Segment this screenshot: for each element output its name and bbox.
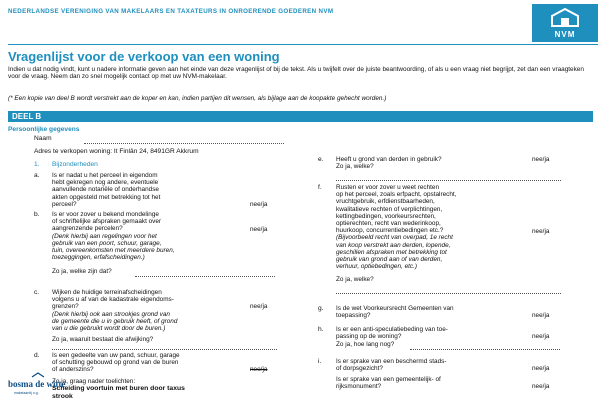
question-d-text: Is een gedeelte van uw pand, schuur, garage of schutting gebouwd op grond van de buren of anderszins?	[52, 352, 180, 374]
section-number: 1.	[34, 161, 40, 168]
document-header	[0, 0, 600, 44]
header-rule	[8, 44, 598, 45]
question-d-handwritten: Scheiding voortuin met buren door taxus strook	[52, 385, 185, 400]
page-title: Vragenlijst voor de verkoop van een woning	[8, 49, 280, 64]
house-roof-icon	[8, 372, 68, 378]
question-e-letter: e.	[318, 156, 324, 163]
question-i-extra-text: Is er sprake van een gemeentelijk- of rijksmonument?	[336, 376, 441, 391]
association-name: NEDERLANDSE VERENIGING VAN MAKELAARS EN TAXATEURS IN ONROERENDE GOEDEREN NVM	[8, 8, 334, 15]
personal-heading: Persoonlijke gegevens	[8, 126, 80, 133]
question-a-letter: a.	[34, 172, 40, 179]
question-c-followup: Zo ja, waaruit bestaat die afwijking?	[52, 336, 154, 343]
question-e-followup: Zo ja, welke?	[336, 163, 374, 170]
question-g-letter: g.	[318, 305, 324, 312]
nvm-logo-text: NVM	[554, 30, 576, 39]
section-heading: Bijzonderheden	[52, 161, 98, 168]
question-b-answer[interactable]: nee/ja	[250, 226, 268, 233]
question-h-text: Is er een anti-speculatiebeding van toe- passing op de woning?	[336, 326, 448, 341]
question-h-letter: h.	[318, 326, 324, 333]
question-f-text: Rusten er voor zover u weet rechten op het perceel, zoals erfpacht, opstalrecht, vruchtgebruik, erfdienstbaarheden, kwalitatieve rechten of verplichtingen, kettingbedingen, voorkeursrechten, optierechten, recht van wederinkoop, huurkoop, concurrentiebedingen etc.? (Bijvoorbeeld recht van overpad, 1e recht van koop verstrekt aan derden, lopende, geschillen afspraken met betrekking tot gebruik van grond aan of van derden, verhuur, optiebedingen, etc.)	[336, 184, 457, 271]
question-f-followup: Zo ja, welke?	[336, 276, 374, 283]
intro-text: Indien u dat nodig vindt, kunt u nadere informatie geven aan het einde van deze vragenlijst of bij de tekst. Als u twijfelt over de juiste beantwoording, of als u een vraag niet begrijpt, zet dan een vraagteken voor de vraag. Neem dan zo snel mogelijk contact op met uw NVM-makelaar.	[8, 66, 584, 81]
question-i-answer[interactable]: nee/ja	[532, 365, 550, 372]
question-i-extra-answer[interactable]: nee/ja	[532, 383, 550, 390]
question-c-text: Wijken de huidige terreinafscheidingen volgens u af van de kadastrale eigendoms- grenzen? (Denk hierbij ook aan strookjes grond van de gemeente die u in gebruik heeft, of grond van u die gebruikt wordt door de buren.)	[52, 289, 178, 333]
address-line: Adres te verkopen woning: It Finlân 24, 8491GR Akkrum	[34, 148, 199, 155]
question-d-answer[interactable]: nee/ja	[250, 366, 268, 373]
question-b-followup-field[interactable]	[135, 275, 275, 277]
house-hand-icon	[538, 8, 592, 30]
question-f-letter: f.	[318, 184, 322, 191]
question-g-text: Is de wet Voorkeursrecht Gemeenten van toepassing?	[336, 305, 454, 320]
question-h-followup-field[interactable]	[410, 348, 560, 350]
question-a-text: Is er nadat u het perceel in eigendom hebt gekregen nog andere, eventuele aanvullende notariële of onderhandse akten opgesteld met betrekking tot het perceel?	[52, 172, 161, 208]
question-i-text: Is er sprake van een beschermd stads- of dorpsgezicht?	[336, 358, 447, 373]
name-field[interactable]	[84, 142, 284, 144]
question-e-answer[interactable]: nee/ja	[532, 156, 550, 163]
question-b-followup: Zo ja, welke zijn dat?	[52, 268, 112, 275]
footer-logo: bosma de witte	[8, 379, 66, 389]
question-d-letter: d.	[34, 352, 40, 359]
question-a-answer[interactable]: nee/ja	[250, 201, 268, 208]
question-h-answer[interactable]: nee/ja	[532, 333, 550, 340]
question-c-answer[interactable]: nee/ja	[250, 303, 268, 310]
footer-logo-sub: makelaardij o.g.	[14, 391, 39, 395]
question-f-answer[interactable]: nee/ja	[532, 228, 550, 235]
nvm-logo	[532, 4, 598, 42]
question-c-letter: c.	[34, 289, 40, 296]
question-c-followup-field[interactable]	[52, 348, 277, 350]
question-e-text: Heeft u grond van derden in gebruik?	[336, 156, 442, 163]
question-b-text: Is er voor zover u bekend mondelinge of schriftelijke afspraken gemaakt over aangrenzende percelen? (Denk hierbij aan regelingen voor het gebruik van een poort, schuur, garage, tuin, overeenkomsten met meerdere buren, toezeggingen, erfafscheidingen.)	[52, 211, 175, 262]
question-h-followup: Zo ja, hoe lang nog?	[336, 341, 395, 348]
question-d-followup: Zo ja, graag nader toelichten:	[52, 378, 136, 385]
intro-note: (* Een kopie van deel B wordt verstrekt aan de koper en kan, indien partijen dit wensen, als bijlage aan de koopakte gehecht worden.)	[8, 95, 387, 102]
question-f-followup-field[interactable]	[336, 292, 561, 294]
question-e-followup-field[interactable]	[336, 179, 561, 181]
part-banner: DEEL B	[8, 111, 593, 122]
question-b-letter: b.	[34, 211, 40, 218]
question-g-answer[interactable]: nee/ja	[532, 312, 550, 319]
question-i-letter: i.	[318, 358, 322, 365]
name-label: Naam	[34, 135, 52, 142]
